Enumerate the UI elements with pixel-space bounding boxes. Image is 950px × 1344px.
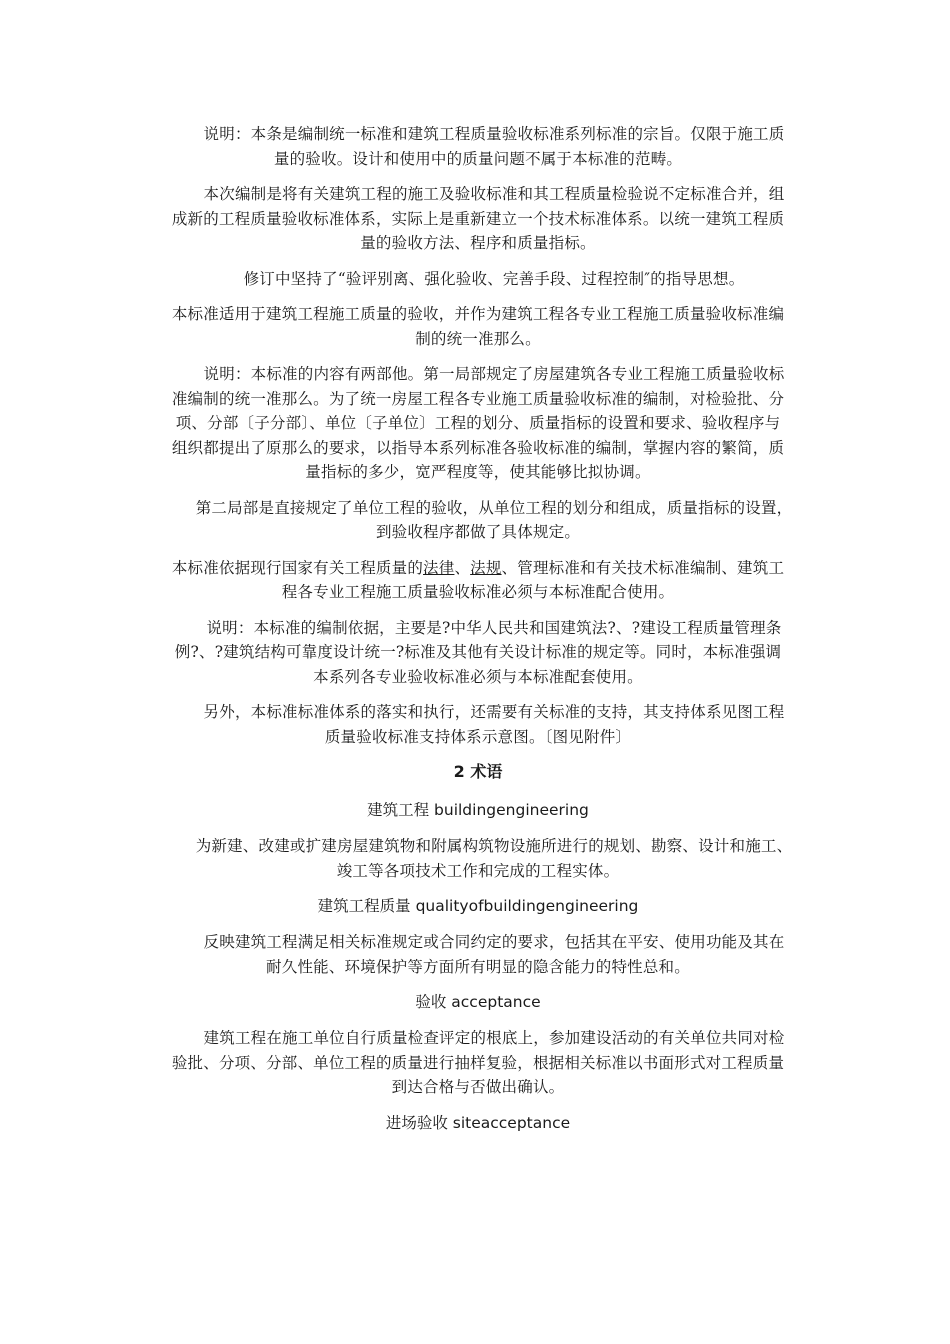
text-line: 成新的工程质量验收标准体系，实际上是重新建立一个技术标准体系。以统一建筑工程质 [171, 209, 785, 228]
text-line: 说明：本条是编制统一标准和建筑工程质量验收标准系列标准的宗旨。仅限于施工质 [203, 125, 785, 143]
text-line: 准编制的统一准那么。为了统一房屋工程各专业施工质量验收标准的编制，对检验批、分 [171, 389, 785, 408]
text-line: 项、分部〔子分部〕、单位〔子单位〕工程的划分、质量指标的设置和要求、验收程序与 [175, 414, 781, 432]
text-line [148, 556, 808, 581]
paragraph-support-system [148, 700, 808, 749]
text-line: 建筑工程在施工单位自行质量检查评定的根底上，参加建设活动的有关单位共同对检 [203, 1029, 785, 1047]
term-definition-acceptance [148, 1026, 808, 1100]
document-page [148, 122, 808, 1147]
text-line: 另外，本标准标准体系的落实和执行，还需要有关标准的支持，其支持体系见图工程 [203, 703, 785, 721]
paragraph-basis [148, 556, 808, 605]
text-line: 说明：本标准的内容有两部他。第一局部规定了房屋建筑各专业工程施工质量验收标 [203, 365, 785, 383]
term-title-quality: 建筑工程质量 qualityofbuildingengineering [317, 897, 639, 915]
term-title-acceptance: 验收 acceptance [415, 993, 541, 1011]
term-definition-building-engineering [148, 834, 808, 883]
regulation-link[interactable]: 法规 [470, 558, 502, 577]
text-line: 耐久性能、环境保护等方面所有明显的隐含能力的特性总和。 [266, 957, 690, 976]
paragraph-explanation-content [148, 362, 808, 485]
text-line: 验批、分项、分部、单位工程的质量进行抽样复验，根据相关标准以书面形式对工程质量 [171, 1053, 785, 1072]
paragraph-guiding-idea [148, 267, 808, 292]
paragraph-compilation [148, 182, 808, 256]
text-line: 竣工等各项技术工作和完成的工程实体。 [336, 861, 620, 880]
text-line: 说明：本标准的编制依据，主要是?中华人民共和国建筑法?、?建设工程质量管理条 [206, 618, 782, 637]
term-title-site-acceptance: 进场验收 siteacceptance [385, 1113, 571, 1132]
text-segment: 、管理标准和有关技术标准编制、建筑工 [501, 558, 785, 577]
text-line: 例?、?建筑结构可靠度设计统一?标准及其他有关设计标准的规定等。同时，本标准强调 [174, 643, 782, 661]
text-line: 质量验收标准支持体系示意图。〔图见附件〕 [324, 727, 632, 746]
text-line: 制的统一准那么。 [415, 329, 541, 348]
text-segment: 本标准依据现行国家有关工程质量的 [171, 558, 424, 577]
text-line: 到达合格与否做出确认。 [391, 1078, 565, 1096]
term-definition-quality [148, 930, 808, 979]
paragraph-part-two [148, 496, 808, 545]
text-line: 到验收程序都做了具体规定。 [375, 523, 581, 541]
text-line: 修订中坚持了“验评别离、强化验收、完善手段、过程控制″的指导思想。 [243, 269, 745, 288]
section-heading-terms: 2 术语 [453, 762, 503, 781]
law-link[interactable]: 法律 [423, 558, 455, 577]
text-segment: 、 [454, 558, 471, 577]
text-line: 本系列各专业验收标准必须与本标准配套使用。 [313, 667, 643, 686]
text-line: 本次编制是将有关建筑工程的施工及验收标准和其工程质量检验说不定标准合并，组 [203, 185, 785, 203]
term-title-building-engineering: 建筑工程 buildingengineering [367, 801, 589, 819]
paragraph-scope [148, 302, 808, 351]
text-line: 量的验收。设计和使用中的质量问题不属于本标准的范畴。 [273, 149, 683, 168]
text-line: 本标准适用于建筑工程施工质量的验收，并作为建筑工程各专业工程施工质量验收标准编 [171, 305, 785, 323]
text-line: 为新建、改建或扩建房屋建筑物和附属构筑物设施所进行的规划、勘察、设计和施工、 [195, 837, 793, 855]
text-line: 量指标的多少，宽严程度等，使其能够比拟协调。 [305, 463, 651, 481]
paragraph-explanation-purpose [148, 122, 808, 171]
text-line: 程各专业工程施工质量验收标准必须与本标准配合使用。 [281, 583, 675, 601]
text-line: 反映建筑工程满足相关标准规定或合同约定的要求，包括其在平安、使用功能及其在 [203, 933, 785, 951]
text-line: 组织都提出了原那么的要求，以指导本系列标准各验收标准的编制，掌握内容的繁简，质 [171, 438, 785, 457]
text-line: 第二局部是直接规定了单位工程的验收，从单位工程的划分和组成，质量指标的设置， [195, 498, 793, 517]
text-line: 量的验收方法、程序和质量指标。 [360, 234, 596, 252]
paragraph-explanation-basis [148, 616, 808, 690]
